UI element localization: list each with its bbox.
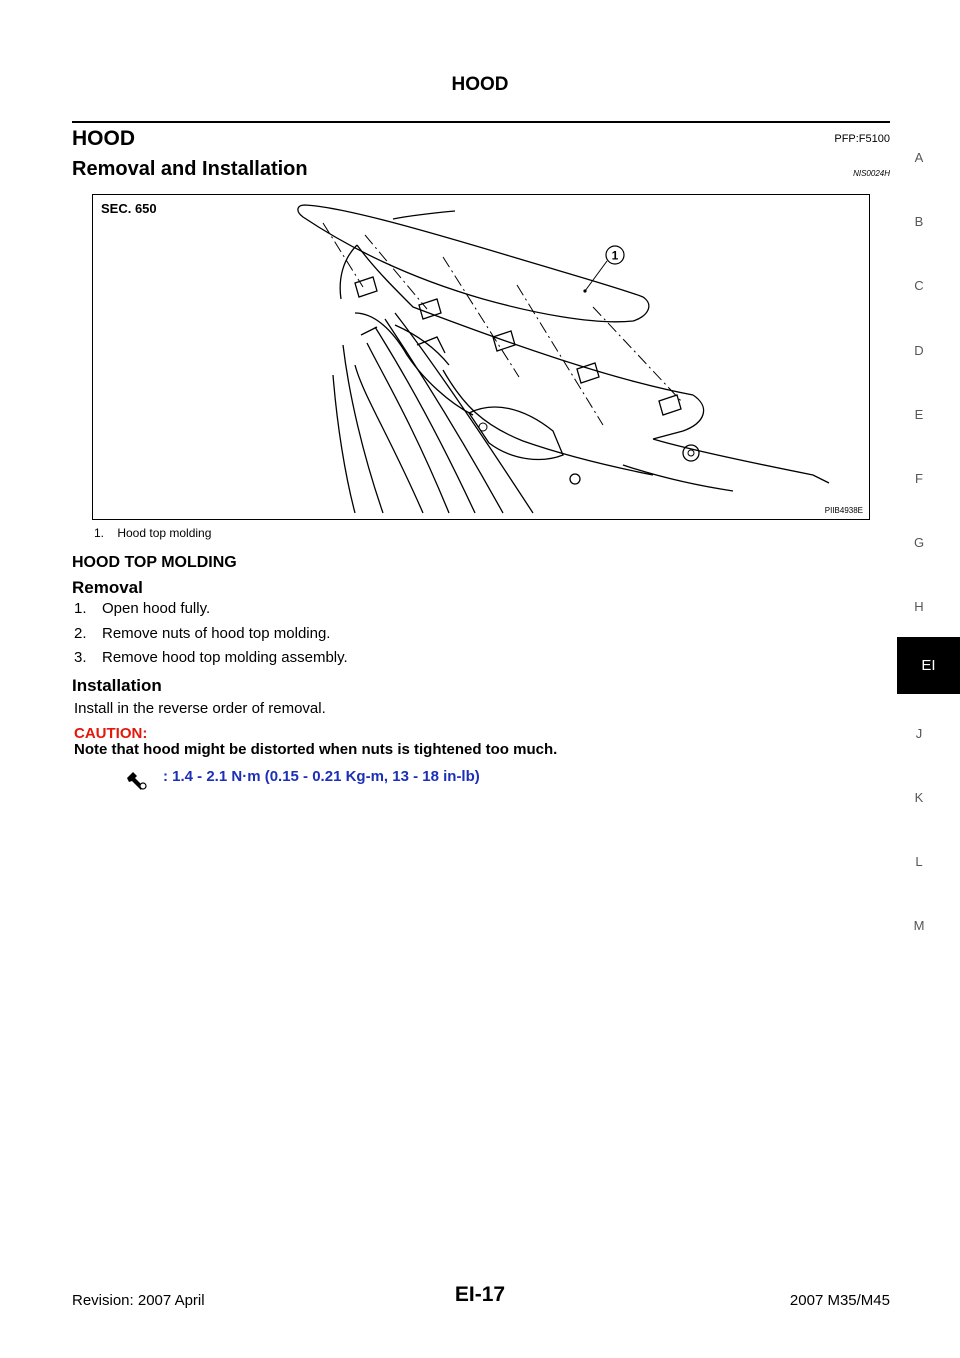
index-tab-c[interactable]: C — [914, 278, 924, 293]
index-tab-l[interactable]: L — [915, 854, 923, 869]
index-tab-d[interactable]: D — [914, 343, 924, 358]
nut-icon — [479, 423, 699, 484]
figure-sec-label: SEC. 650 — [101, 201, 157, 216]
index-tab-ei-active[interactable]: EI — [897, 637, 960, 694]
figure-code: PIIB4938E — [824, 506, 863, 515]
index-tab-b[interactable]: B — [914, 214, 924, 229]
installation-heading: Installation — [72, 676, 162, 695]
callout-number: 1 — [611, 248, 619, 263]
step-text: Open hood fully. — [102, 600, 211, 617]
removal-heading: Removal — [72, 578, 143, 597]
caution-text: Note that hood might be distorted when nuts is tightened too much. — [74, 741, 558, 758]
torque-spec: : 1.4 - 2.1 N·m (0.15 - 0.21 Kg-m, 13 - 18 in-lb) — [163, 768, 480, 785]
hood-molding-illustration — [92, 194, 870, 520]
index-tab-j[interactable]: J — [915, 726, 923, 741]
index-tab-e[interactable]: E — [914, 407, 924, 422]
step-number: 2. — [74, 625, 87, 642]
index-tab-m[interactable]: M — [913, 918, 925, 933]
removal-step — [74, 600, 210, 617]
step-number: 1. — [74, 600, 87, 617]
index-tab-h[interactable]: H — [914, 599, 924, 614]
step-number: 3. — [74, 649, 87, 666]
footer-model: 2007 M35/M45 — [789, 1292, 890, 1309]
removal-step — [74, 649, 348, 666]
index-tab-k[interactable]: K — [914, 790, 924, 805]
subsection-title: Removal and Installation — [72, 158, 308, 180]
subsection-code: NIS0024H — [853, 169, 890, 178]
removal-step — [74, 625, 330, 642]
footer-revision: Revision: 2007 April — [72, 1292, 205, 1309]
page-header-title: HOOD — [451, 74, 509, 95]
hood-top-molding-heading: HOOD TOP MOLDING — [72, 554, 237, 571]
figure-legend: 1. Hood top molding — [94, 526, 212, 540]
index-tab-g[interactable]: G — [913, 535, 925, 550]
torque-wrench-icon — [127, 770, 149, 797]
header-divider — [72, 121, 890, 123]
step-text: Remove hood top molding assembly. — [102, 649, 348, 666]
section-title: HOOD — [72, 127, 135, 150]
section-code: PFP:F5100 — [834, 133, 890, 145]
footer-page-number: EI-17 — [454, 1283, 506, 1306]
index-tab-f[interactable]: F — [915, 471, 923, 486]
installation-text: Install in the reverse order of removal. — [74, 700, 326, 717]
caution-label: CAUTION: — [74, 725, 148, 742]
illustration-drawing — [93, 195, 869, 519]
index-tab-a[interactable]: A — [914, 150, 924, 165]
step-text: Remove nuts of hood top molding. — [102, 625, 331, 642]
